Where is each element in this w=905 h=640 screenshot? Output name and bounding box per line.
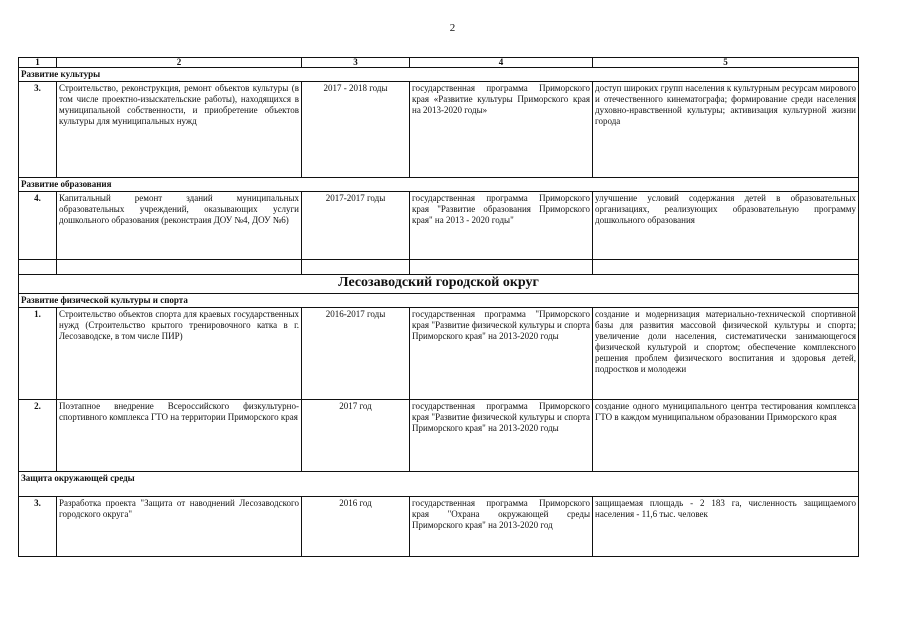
row-description: Капитальный ремонт зданий муниципальных образовательных учреждений, оказывающих услуги дошкольного образования (реконстраия ДОУ №4, ДОУ №6) bbox=[57, 192, 302, 260]
row-program: государственная программа Приморского края "Развитие физической культуры и спорта Приморского края" на 2013-2020 годы bbox=[410, 400, 593, 472]
row-number: 2. bbox=[19, 400, 57, 472]
row-number: 1. bbox=[19, 308, 57, 400]
section-row-education bbox=[19, 178, 859, 192]
row-period: 2016-2017 годы bbox=[302, 308, 410, 400]
header-cell: 3 bbox=[302, 58, 410, 68]
row-description: Поэтапное внедрение Всероссийского физкультурно-спортивного комплекса ГТО на территории Приморского края bbox=[57, 400, 302, 472]
row-period: 2017 год bbox=[302, 400, 410, 472]
section-title: Развитие образования bbox=[19, 178, 859, 192]
row-result: создание и модернизация материально-технической спортивной базы для развития массовой физической культуры и спорта; увеличение доли населения, систематически занимающегося физической культурой и спортом; обеспечение комплексного решения проблем физического воспитания и здоровья детей, подростков и молодежи bbox=[593, 308, 859, 400]
row-number: 3. bbox=[19, 82, 57, 178]
header-cell: 1 bbox=[19, 58, 57, 68]
row-period: 2017 - 2018 годы bbox=[302, 82, 410, 178]
row-description: Строительство, реконструкция, ремонт объектов культуры (в том числе проектно-изыскательские работы), находящихся в муниципальной собственности, и приобретение объектов культуры для муниципальных нужд bbox=[57, 82, 302, 178]
section-row-culture bbox=[19, 68, 859, 82]
row-program: государственная программа Приморского края "Охрана окружающей среды Приморского края" на 2013-2020 год bbox=[410, 497, 593, 557]
row-period: 2016 год bbox=[302, 497, 410, 557]
table-row bbox=[19, 400, 859, 472]
row-program: государственная программа Приморского края «Развитие культуры Приморского края на 2013-2020 годы» bbox=[410, 82, 593, 178]
page-number: 2 bbox=[449, 22, 456, 34]
row-result: улучшение условий содержания детей в образовательных организациях, реализующих образовательную программу дошкольного образования bbox=[593, 192, 859, 260]
row-program: государственная программа "Приморского края "Развитие физической культуры и спорта Приморского края" на 2013-2020 годы bbox=[410, 308, 593, 400]
row-period: 2017-2017 годы bbox=[302, 192, 410, 260]
empty-row bbox=[19, 260, 859, 275]
header-cell: 5 bbox=[593, 58, 859, 68]
row-description: Разработка проекта "Защита от наводнений Лесозаводского городского округа" bbox=[57, 497, 302, 557]
section-title: Защита окружающей среды bbox=[19, 472, 859, 497]
row-result: создание одного муниципального центра тестирования комплекса ГТО в каждом муниципальном образовании Приморского края bbox=[593, 400, 859, 472]
row-number: 4. bbox=[19, 192, 57, 260]
district-title: Лесозаводский городской округ bbox=[19, 275, 859, 294]
section-title: Развитие культуры bbox=[19, 68, 859, 82]
section-title: Развитие физической культуры и спорта bbox=[19, 294, 859, 308]
table-row bbox=[19, 308, 859, 400]
header-cell: 4 bbox=[410, 58, 593, 68]
row-program: государственная программа Приморского края "Развитие образования Приморского края" на 2013 - 2020 годы" bbox=[410, 192, 593, 260]
row-description: Строительство объектов спорта для краевых государственных нужд (Строительство крытого тренировочного катка в г. Лесозаводске, в том числе ПИР) bbox=[57, 308, 302, 400]
program-table bbox=[18, 57, 859, 557]
table-row bbox=[19, 497, 859, 557]
district-row bbox=[19, 275, 859, 294]
section-row-sport bbox=[19, 294, 859, 308]
row-result: доступ широких групп населения к культурным ресурсам мирового и отечественного кинематографа; формирование среди населения духовно-нравственной культуры; активизация культурной жизни города bbox=[593, 82, 859, 178]
row-result: защищаемая площадь - 2 183 га, численность защищаемого населения - 11,6 тыс. человек bbox=[593, 497, 859, 557]
table-header-row bbox=[19, 58, 859, 68]
table-row bbox=[19, 192, 859, 260]
header-cell: 2 bbox=[57, 58, 302, 68]
row-number: 3. bbox=[19, 497, 57, 557]
section-row-environment bbox=[19, 472, 859, 497]
table-row bbox=[19, 82, 859, 178]
